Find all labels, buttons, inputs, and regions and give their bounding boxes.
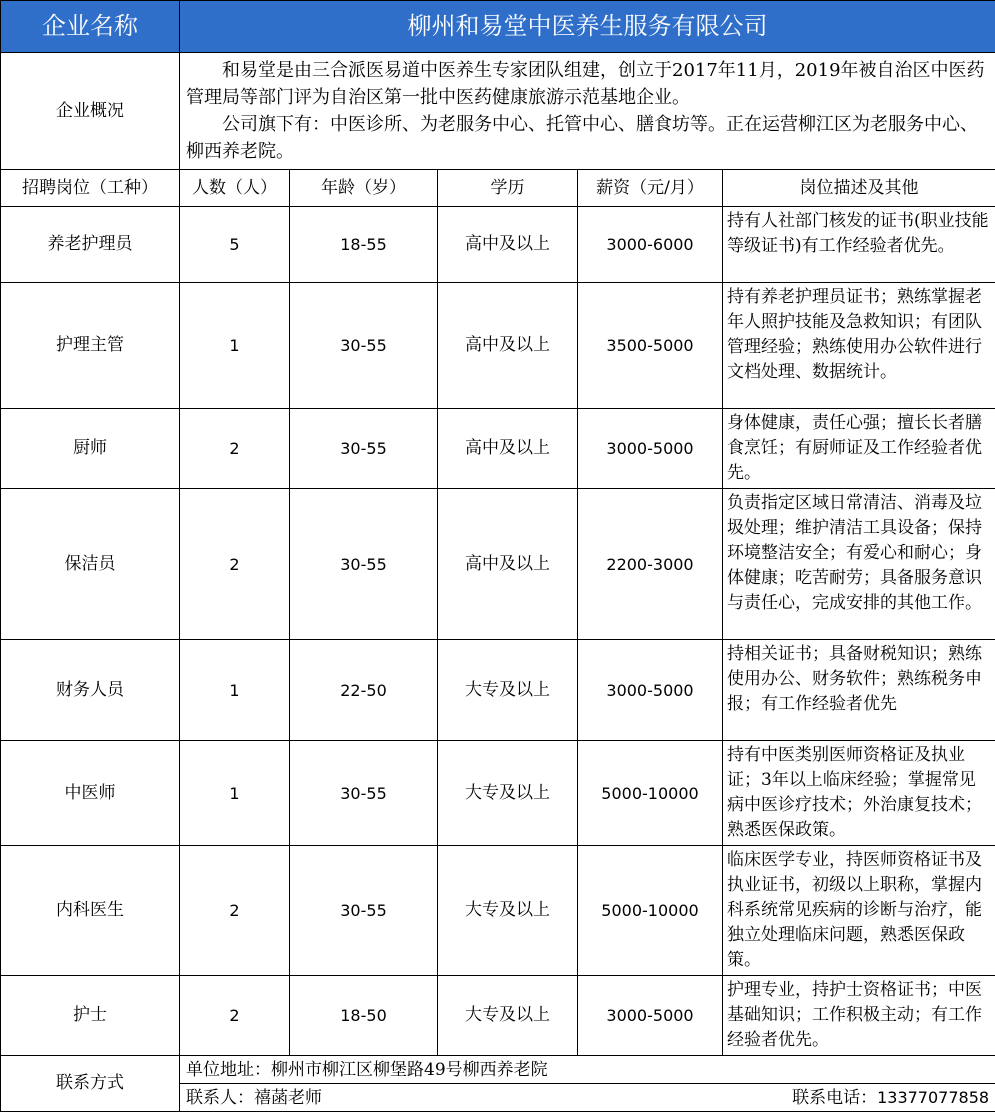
table-row: [1, 409, 995, 489]
overview-text: [180, 53, 995, 170]
column-header-row: [1, 170, 995, 207]
edu-cell: 高中及以上: [438, 283, 578, 409]
overview-paragraph-1: 和易堂是由三合派医易道中医养生专家团队组建，创立于2017年11月，2019年被自治区中医药管理局等部门评为自治区第一批中医药健康旅游示范基地企业。: [186, 57, 989, 111]
col-salary: 薪资（元/月）: [578, 170, 723, 207]
contact-phone: 13377077858: [877, 1088, 989, 1107]
table-row: [1, 283, 995, 409]
overview-row: [1, 53, 995, 170]
age-cell: 30-55: [290, 741, 438, 846]
overview-paragraph-2: 公司旗下有：中医诊所、为老服务中心、托管中心、膳食坊等。正在运营柳江区为老服务中心、柳西养老院。: [186, 111, 989, 165]
edu-cell: 高中及以上: [438, 409, 578, 489]
desc-cell: 持有中医类别医师资格证及执业证；3年以上临床经验；掌握常见病中医诊疗技术；外治康复技术；熟悉医保政策。: [723, 741, 995, 846]
salary-cell: 5000-10000: [578, 741, 723, 846]
col-desc: 岗位描述及其他: [723, 170, 995, 207]
post-cell: 内科医生: [1, 846, 180, 976]
table-row: [1, 976, 995, 1056]
desc-cell: 身体健康，责任心强；擅长长者膳食烹饪；有厨师证及工作经验者优先。: [723, 409, 995, 489]
salary-cell: 3500-5000: [578, 283, 723, 409]
age-cell: 30-55: [290, 409, 438, 489]
company-name-label: 企业名称: [1, 1, 180, 53]
post-cell: 保洁员: [1, 489, 180, 640]
contact-person-line: [180, 1084, 995, 1112]
contact-person: 联系人：禧菡老师: [186, 1088, 322, 1108]
edu-cell: 大专及以上: [438, 640, 578, 741]
col-age: 年龄（岁）: [290, 170, 438, 207]
post-cell: 厨师: [1, 409, 180, 489]
salary-cell: 3000-5000: [578, 640, 723, 741]
edu-cell: 大专及以上: [438, 976, 578, 1056]
salary-cell: 3000-5000: [578, 409, 723, 489]
count-cell: 2: [180, 976, 290, 1056]
col-count: 人数（人）: [180, 170, 290, 207]
edu-cell: 大专及以上: [438, 741, 578, 846]
post-cell: 护理主管: [1, 283, 180, 409]
post-cell: 养老护理员: [1, 207, 180, 283]
desc-cell: 临床医学专业，持医师资格证书及执业证书，初级以上职称，掌握内科系统常见疾病的诊断与治疗，能独立处理临床问题，熟悉医保政策。: [723, 846, 995, 976]
edu-cell: 高中及以上: [438, 489, 578, 640]
count-cell: 2: [180, 489, 290, 640]
contact-phone-label: 联系电话：: [792, 1088, 877, 1108]
count-cell: 1: [180, 283, 290, 409]
count-cell: 2: [180, 846, 290, 976]
contact-label: 联系方式: [1, 1056, 180, 1112]
salary-cell: 2200-3000: [578, 489, 723, 640]
desc-cell: 护理专业，持护士资格证书；中医基础知识；工作积极主动；有工作经验者优先。: [723, 976, 995, 1056]
edu-cell: 高中及以上: [438, 207, 578, 283]
salary-cell: 3000-5000: [578, 976, 723, 1056]
desc-cell: 持相关证书；具备财税知识；熟练使用办公、财务软件；熟练税务申报；有工作经验者优先: [723, 640, 995, 741]
col-edu: 学历: [438, 170, 578, 207]
count-cell: 5: [180, 207, 290, 283]
age-cell: 30-55: [290, 283, 438, 409]
post-cell: 中医师: [1, 741, 180, 846]
count-cell: 1: [180, 640, 290, 741]
col-post: 招聘岗位（工种）: [1, 170, 180, 207]
age-cell: 18-55: [290, 207, 438, 283]
table-row: [1, 846, 995, 976]
table-row: [1, 640, 995, 741]
count-cell: 2: [180, 409, 290, 489]
header-row: [1, 1, 995, 53]
company-name: 柳州和易堂中医养生服务有限公司: [180, 1, 995, 53]
count-cell: 1: [180, 741, 290, 846]
desc-cell: 持有人社部门核发的证书(职业技能等级证书)有工作经验者优先。: [723, 207, 995, 283]
salary-cell: 3000-6000: [578, 207, 723, 283]
age-cell: 22-50: [290, 640, 438, 741]
desc-cell: 负责指定区域日常清洁、消毒及垃圾处理；维护清洁工具设备；保持环境整洁安全；有爱心和耐心；身体健康；吃苦耐劳；具备服务意识与责任心，完成安排的其他工作。: [723, 489, 995, 640]
age-cell: 30-55: [290, 489, 438, 640]
age-cell: 18-50: [290, 976, 438, 1056]
age-cell: 30-55: [290, 846, 438, 976]
contact-address: 单位地址：柳州市柳江区柳堡路49号柳西养老院: [180, 1056, 995, 1084]
table-row: [1, 207, 995, 283]
edu-cell: 大专及以上: [438, 846, 578, 976]
overview-label: 企业概况: [1, 53, 180, 170]
contact-row-address: [1, 1056, 995, 1084]
salary-cell: 5000-10000: [578, 846, 723, 976]
post-cell: 护士: [1, 976, 180, 1056]
table-row: [1, 741, 995, 846]
desc-cell: 持有养老护理员证书；熟练掌握老年人照护技能及急救知识；有团队管理经验；熟练使用办公软件进行文档处理、数据统计。: [723, 283, 995, 409]
post-cell: 财务人员: [1, 640, 180, 741]
contact-phone-group: [792, 1085, 989, 1111]
table-row: [1, 489, 995, 640]
